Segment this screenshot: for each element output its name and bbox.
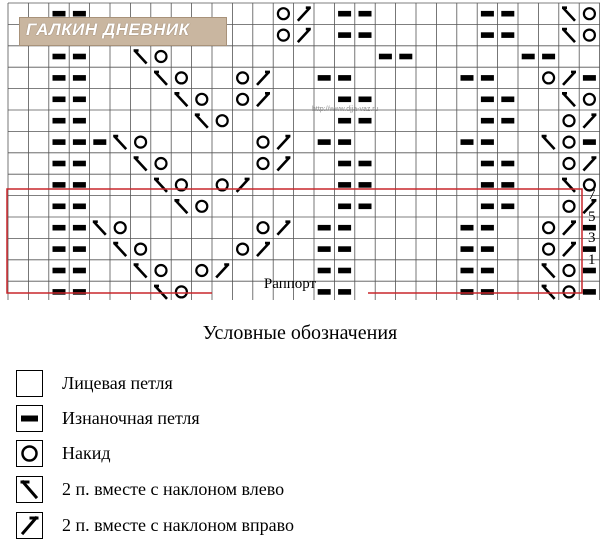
yarn-over-icon bbox=[564, 115, 575, 126]
purl-stitch-icon bbox=[461, 75, 474, 81]
k2tog-left-icon bbox=[562, 179, 575, 192]
k2tog-left-icon bbox=[562, 8, 575, 21]
yarn-over-icon bbox=[196, 265, 207, 276]
legend-label: 2 п. вместе с наклоном вправо bbox=[62, 515, 295, 535]
k2tog-left-icon bbox=[174, 200, 187, 213]
purl-stitch-icon bbox=[73, 161, 86, 167]
k2tog-left-icon bbox=[113, 136, 126, 149]
k2tog-left-icon bbox=[562, 93, 575, 106]
k2tog-right-icon bbox=[277, 136, 290, 149]
purl-stitch-icon bbox=[73, 182, 86, 188]
yarn-over-icon bbox=[564, 201, 575, 212]
purl-stitch-icon bbox=[318, 268, 331, 274]
purl-stitch-icon bbox=[73, 246, 86, 252]
k2tog-right-icon bbox=[298, 8, 311, 21]
yarn-over-icon bbox=[543, 222, 554, 233]
k2tog-right-icon bbox=[277, 158, 290, 171]
k2tog-right-icon bbox=[563, 243, 576, 256]
yarn-over-icon bbox=[543, 72, 554, 83]
purl-stitch-icon bbox=[73, 118, 86, 124]
purl-stitch-icon bbox=[461, 139, 474, 145]
yarn-over-icon bbox=[278, 30, 289, 41]
purl-stitch-icon bbox=[481, 268, 494, 274]
purl-stitch-icon bbox=[501, 97, 514, 103]
purl-stitch-icon bbox=[338, 268, 351, 274]
yarn-over-icon bbox=[176, 72, 187, 83]
purl-stitch-icon bbox=[338, 182, 351, 188]
purl-stitch-icon bbox=[338, 289, 351, 295]
purl-stitch-icon bbox=[53, 268, 66, 274]
yarn-over-icon bbox=[584, 30, 595, 41]
legend-label: Лицевая петля bbox=[62, 373, 173, 393]
yarn-over-icon bbox=[564, 265, 575, 276]
purl-stitch-icon bbox=[73, 204, 86, 210]
purl-stitch-icon bbox=[359, 161, 372, 167]
row-number-5: 5 bbox=[588, 209, 596, 225]
purl-stitch-icon bbox=[53, 75, 66, 81]
k2tog-right-icon bbox=[237, 179, 250, 192]
purl-stitch-icon bbox=[338, 118, 351, 124]
yarn-over-icon bbox=[237, 244, 248, 255]
purl-stitch-icon bbox=[73, 54, 86, 60]
purl-stitch-icon bbox=[53, 97, 66, 103]
purl-stitch-icon bbox=[53, 161, 66, 167]
yarn-over-icon bbox=[258, 158, 269, 169]
purl-stitch-icon bbox=[338, 97, 351, 103]
purl-stitch-icon bbox=[318, 246, 331, 252]
legend-label: Накид bbox=[62, 443, 111, 463]
purl-stitch-icon bbox=[73, 139, 86, 145]
purl-stitch-icon bbox=[338, 75, 351, 81]
yarn-over-icon bbox=[258, 222, 269, 233]
yarn-over-icon bbox=[156, 265, 167, 276]
purl-stitch-icon bbox=[73, 97, 86, 103]
k2tog-left-icon bbox=[134, 158, 147, 171]
purl-stitch-icon bbox=[481, 204, 494, 210]
purl-stitch-icon bbox=[501, 32, 514, 38]
yarn-over-icon bbox=[564, 137, 575, 148]
purl-stitch-icon bbox=[338, 11, 351, 17]
purl-stitch-icon bbox=[53, 182, 66, 188]
purl-stitch-icon bbox=[338, 161, 351, 167]
k2tog-right-icon bbox=[583, 115, 596, 128]
yarn-over-icon bbox=[135, 137, 146, 148]
purl-stitch-icon bbox=[501, 204, 514, 210]
k2tog-left-icon bbox=[134, 265, 147, 278]
yarn-over-icon bbox=[196, 201, 207, 212]
purl-stitch-icon bbox=[53, 289, 66, 295]
purl-stitch-icon bbox=[461, 246, 474, 252]
yarn-over-icon bbox=[196, 94, 207, 105]
purl-stitch-icon bbox=[53, 225, 66, 231]
row-number-3: 3 bbox=[588, 230, 596, 246]
purl-stitch-icon bbox=[583, 139, 596, 145]
purl-stitch-icon bbox=[359, 11, 372, 17]
purl-stitch-icon bbox=[461, 225, 474, 231]
purl-stitch-icon bbox=[359, 204, 372, 210]
purl-stitch-icon bbox=[379, 54, 392, 60]
purl-stitch-icon bbox=[481, 118, 494, 124]
purl-stitch-icon bbox=[73, 268, 86, 274]
yarn-over-icon bbox=[237, 94, 248, 105]
k2tog-right-icon bbox=[583, 158, 596, 171]
purl-stitch-icon bbox=[481, 75, 494, 81]
purl-stitch-icon bbox=[16, 405, 43, 432]
yarn-over-icon bbox=[278, 8, 289, 19]
purl-stitch-icon bbox=[542, 54, 555, 60]
yarn-over-icon bbox=[564, 158, 575, 169]
purl-stitch-icon bbox=[318, 75, 331, 81]
purl-stitch-icon bbox=[481, 225, 494, 231]
k2tog-right-icon bbox=[16, 512, 43, 539]
purl-stitch-icon bbox=[73, 225, 86, 231]
purl-stitch-icon bbox=[338, 32, 351, 38]
yarn-over-icon bbox=[584, 8, 595, 19]
yarn-over-icon bbox=[176, 286, 187, 297]
k2tog-left-icon bbox=[154, 72, 167, 85]
purl-stitch-icon bbox=[318, 225, 331, 231]
k2tog-left-icon bbox=[16, 476, 43, 503]
k2tog-right-icon bbox=[257, 243, 270, 256]
yarn-over-icon bbox=[543, 244, 554, 255]
k2tog-right-icon bbox=[257, 93, 270, 106]
purl-stitch-icon bbox=[53, 54, 66, 60]
purl-stitch-icon bbox=[338, 246, 351, 252]
purl-stitch-icon bbox=[359, 97, 372, 103]
purl-stitch-icon bbox=[481, 161, 494, 167]
purl-stitch-icon bbox=[318, 139, 331, 145]
purl-stitch-icon bbox=[53, 204, 66, 210]
yarn-over-icon bbox=[135, 244, 146, 255]
k2tog-left-icon bbox=[542, 265, 555, 278]
k2tog-right-icon bbox=[563, 72, 576, 85]
purl-stitch-icon bbox=[522, 54, 535, 60]
purl-stitch-icon bbox=[481, 246, 494, 252]
yarn-over-icon bbox=[564, 286, 575, 297]
k2tog-left-icon bbox=[93, 222, 106, 235]
k2tog-left-icon bbox=[542, 136, 555, 149]
k2tog-right-icon bbox=[298, 29, 311, 42]
yarn-over-icon bbox=[217, 115, 228, 126]
k2tog-left-icon bbox=[562, 29, 575, 42]
purl-stitch-icon bbox=[359, 32, 372, 38]
purl-stitch-icon bbox=[53, 118, 66, 124]
purl-stitch-icon bbox=[73, 75, 86, 81]
k2tog-right-icon bbox=[563, 222, 576, 235]
yarn-over-icon bbox=[156, 51, 167, 62]
purl-stitch-icon bbox=[359, 118, 372, 124]
purl-stitch-icon bbox=[359, 182, 372, 188]
knit-stitch-icon bbox=[16, 370, 43, 397]
k2tog-left-icon bbox=[113, 243, 126, 256]
purl-stitch-icon bbox=[501, 11, 514, 17]
yarn-over-icon bbox=[156, 158, 167, 169]
purl-stitch-icon bbox=[583, 75, 596, 81]
purl-stitch-icon bbox=[481, 289, 494, 295]
legend-label: 2 п. вместе с наклоном влево bbox=[62, 479, 285, 499]
row-number-1: 1 bbox=[588, 252, 596, 268]
yarn-over-icon bbox=[258, 137, 269, 148]
purl-stitch-icon bbox=[481, 97, 494, 103]
purl-stitch-icon bbox=[481, 32, 494, 38]
yarn-over-icon bbox=[584, 94, 595, 105]
watermark-text: http://www.djja-vaz.ru bbox=[312, 106, 379, 113]
purl-stitch-icon bbox=[338, 139, 351, 145]
purl-stitch-icon bbox=[73, 11, 86, 17]
purl-stitch-icon bbox=[53, 139, 66, 145]
k2tog-right-icon bbox=[277, 222, 290, 235]
legend-label: Изнаночная петля bbox=[62, 408, 200, 428]
purl-stitch-icon bbox=[399, 54, 412, 60]
purl-stitch-icon bbox=[93, 139, 106, 145]
purl-stitch-icon bbox=[461, 268, 474, 274]
yarn-over-icon bbox=[237, 72, 248, 83]
purl-stitch-icon bbox=[338, 204, 351, 210]
yarn-over-icon bbox=[16, 440, 43, 467]
purl-stitch-icon bbox=[481, 139, 494, 145]
purl-stitch-icon bbox=[583, 289, 596, 295]
row-number-7: 7 bbox=[588, 187, 596, 203]
purl-stitch-icon bbox=[501, 182, 514, 188]
k2tog-left-icon bbox=[154, 179, 167, 192]
k2tog-left-icon bbox=[195, 115, 208, 128]
yarn-over-icon bbox=[115, 222, 126, 233]
purl-stitch-icon bbox=[481, 11, 494, 17]
purl-stitch-icon bbox=[461, 289, 474, 295]
k2tog-right-icon bbox=[216, 265, 229, 278]
purl-stitch-icon bbox=[338, 225, 351, 231]
purl-stitch-icon bbox=[53, 246, 66, 252]
k2tog-right-icon bbox=[257, 72, 270, 85]
purl-stitch-icon bbox=[501, 118, 514, 124]
purl-stitch-icon bbox=[73, 289, 86, 295]
purl-stitch-icon bbox=[53, 11, 66, 17]
k2tog-left-icon bbox=[174, 93, 187, 106]
purl-stitch-icon bbox=[501, 161, 514, 167]
purl-stitch-icon bbox=[481, 182, 494, 188]
rapport-label: Раппорт bbox=[263, 276, 317, 292]
legend-title: Условные обозначения bbox=[202, 322, 398, 344]
k2tog-left-icon bbox=[134, 51, 147, 64]
page-title: ГАЛКИН ДНЕВНИК bbox=[26, 20, 190, 39]
